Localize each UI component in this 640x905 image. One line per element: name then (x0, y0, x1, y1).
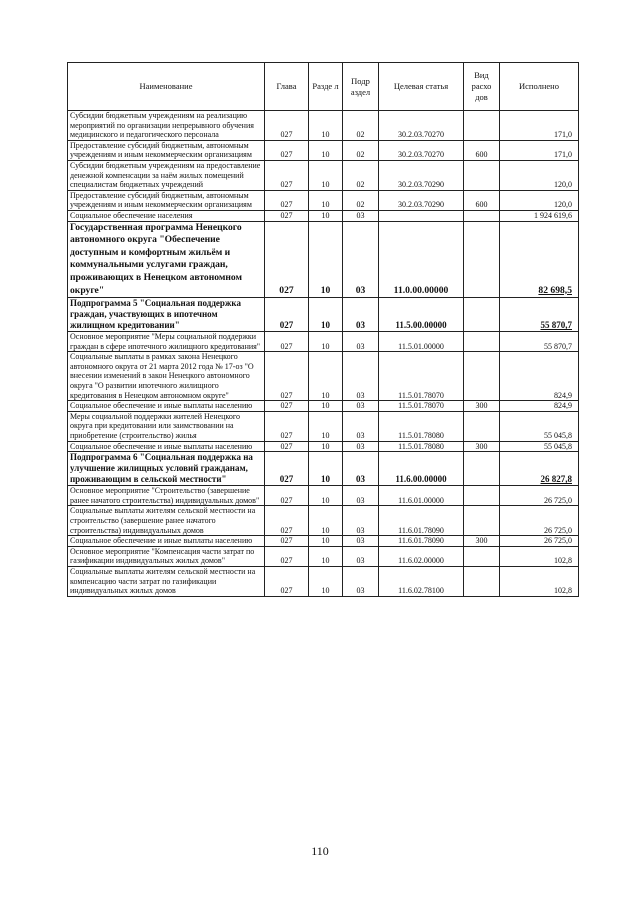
table-row (68, 352, 579, 401)
cell-executed: 120,0 (500, 160, 579, 190)
cell-expense-type: 300 (464, 401, 500, 412)
cell-section: 10 (309, 546, 343, 566)
cell-chapter: 027 (265, 401, 309, 412)
cell-subsection: 02 (343, 160, 379, 190)
cell-chapter: 027 (265, 441, 309, 452)
cell-chapter: 027 (265, 140, 309, 160)
cell-executed: 55 045,8 (500, 411, 579, 441)
cell-chapter: 027 (265, 536, 309, 547)
cell-chapter: 027 (265, 566, 309, 596)
cell-section: 10 (309, 352, 343, 401)
cell-target: 11.5.01.78070 (379, 352, 464, 401)
cell-executed: 82 698,5 (500, 221, 579, 298)
cell-name: Социальное обеспечение населения (68, 210, 265, 221)
table-row (68, 332, 579, 352)
cell-target (379, 210, 464, 221)
cell-name: Подпрограмма 5 "Социальная поддержка граждан, участвующих в ипотечном жилищном кредитовании" (68, 298, 265, 332)
cell-executed: 824,9 (500, 401, 579, 412)
table-row (68, 190, 579, 210)
cell-expense-type (464, 411, 500, 441)
cell-expense-type: 600 (464, 140, 500, 160)
cell-name: Социальное обеспечение и иные выплаты населению (68, 401, 265, 412)
cell-target: 30.2.03.70290 (379, 190, 464, 210)
cell-executed: 55 045,8 (500, 441, 579, 452)
cell-name: Меры социальной поддержки жителей Ненецкого округа при кредитовании или заимствовании на приобретение (строительство) жилья (68, 411, 265, 441)
cell-chapter: 027 (265, 160, 309, 190)
cell-target: 11.5.01.78080 (379, 411, 464, 441)
table-row (68, 506, 579, 536)
cell-executed: 102,8 (500, 546, 579, 566)
cell-name: Основное мероприятие "Компенсация части затрат по газификации индивидуальных жилых домов" (68, 546, 265, 566)
cell-section: 10 (309, 210, 343, 221)
cell-subsection: 03 (343, 546, 379, 566)
header-executed: Исполнено (500, 63, 579, 111)
table-row (68, 452, 579, 486)
table-row (68, 298, 579, 332)
cell-executed: 171,0 (500, 140, 579, 160)
cell-executed: 26 725,0 (500, 486, 579, 506)
cell-subsection: 03 (343, 486, 379, 506)
cell-name: Социальные выплаты жителям сельской местности на компенсацию части затрат по газификации индивидуальных жилых домов (68, 566, 265, 596)
cell-subsection: 03 (343, 298, 379, 332)
cell-executed: 55 870,7 (500, 298, 579, 332)
cell-target: 11.6.02.78100 (379, 566, 464, 596)
cell-target: 11.6.02.00000 (379, 546, 464, 566)
cell-executed: 26 725,0 (500, 506, 579, 536)
cell-chapter: 027 (265, 546, 309, 566)
cell-executed: 824,9 (500, 352, 579, 401)
cell-executed: 26 827,8 (500, 452, 579, 486)
cell-section: 10 (309, 160, 343, 190)
cell-chapter: 027 (265, 210, 309, 221)
header-subsection: Подр аздел (343, 63, 379, 111)
cell-name: Социальные выплаты в рамках закона Ненецкого автономного округа от 21 марта 2012 года № 17-оз "О внесении изменений в закон Ненецкого автономного округа "О развитии ипотечного жилищного кредитования в Ненецком автономном округе" (68, 352, 265, 401)
header-expense-type: Вид расхо дов (464, 63, 500, 111)
cell-executed: 120,0 (500, 190, 579, 210)
cell-target: 11.6.01.00000 (379, 486, 464, 506)
cell-executed: 171,0 (500, 111, 579, 141)
cell-subsection: 03 (343, 566, 379, 596)
cell-section: 10 (309, 566, 343, 596)
cell-subsection: 03 (343, 332, 379, 352)
cell-target: 11.5.00.00000 (379, 298, 464, 332)
cell-expense-type (464, 566, 500, 596)
header-chapter: Глава (265, 63, 309, 111)
cell-name: Социальное обеспечение и иные выплаты населению (68, 441, 265, 452)
cell-section: 10 (309, 332, 343, 352)
cell-section: 10 (309, 506, 343, 536)
cell-section: 10 (309, 298, 343, 332)
cell-section: 10 (309, 441, 343, 452)
cell-name: Социальное обеспечение и иные выплаты населению (68, 536, 265, 547)
cell-subsection: 03 (343, 506, 379, 536)
cell-name: Подпрограмма 6 "Социальная поддержка на улучшение жилищных условий гражданам, проживающим в сельской местности" (68, 452, 265, 486)
header-section: Разде л (309, 63, 343, 111)
cell-subsection: 03 (343, 401, 379, 412)
cell-target: 11.6.00.00000 (379, 452, 464, 486)
cell-chapter: 027 (265, 298, 309, 332)
cell-expense-type (464, 298, 500, 332)
cell-expense-type (464, 111, 500, 141)
budget-table (67, 62, 579, 597)
cell-name: Государственная программа Ненецкого автономного округа "Обеспечение доступным и комфортным жильём и коммунальными услугами граждан, проживающих в Ненецком автономном округе" (68, 221, 265, 298)
header-row (68, 63, 579, 111)
table-row (68, 566, 579, 596)
cell-chapter: 027 (265, 190, 309, 210)
table-row (68, 441, 579, 452)
cell-chapter: 027 (265, 506, 309, 536)
cell-name: Основное мероприятие "Строительство (завершение ранее начатого строительства) индивидуальных домов" (68, 486, 265, 506)
table-row (68, 111, 579, 141)
cell-section: 10 (309, 401, 343, 412)
table-row (68, 140, 579, 160)
cell-subsection: 02 (343, 190, 379, 210)
table-row (68, 411, 579, 441)
cell-target: 11.6.01.78090 (379, 506, 464, 536)
cell-subsection: 03 (343, 411, 379, 441)
cell-subsection: 03 (343, 452, 379, 486)
cell-chapter: 027 (265, 111, 309, 141)
cell-expense-type (464, 160, 500, 190)
cell-section: 10 (309, 452, 343, 486)
cell-subsection: 03 (343, 441, 379, 452)
cell-target: 11.5.01.78070 (379, 401, 464, 412)
cell-target: 30.2.03.70270 (379, 140, 464, 160)
cell-section: 10 (309, 221, 343, 298)
table-row (68, 221, 579, 298)
table-row (68, 546, 579, 566)
cell-name: Субсидии бюджетным учреждениям на предоставление денежной компенсации за наём жилых помещений специалистам бюджетных учреждений (68, 160, 265, 190)
cell-name: Предоставление субсидий бюджетным, автономным учреждениям и иным некоммерческим организациям (68, 140, 265, 160)
cell-subsection: 03 (343, 536, 379, 547)
cell-chapter: 027 (265, 221, 309, 298)
cell-subsection: 02 (343, 111, 379, 141)
cell-name: Предоставление субсидий бюджетным, автономным учреждениям и иным некоммерческим организациям (68, 190, 265, 210)
cell-target: 11.6.01.78090 (379, 536, 464, 547)
table-row (68, 536, 579, 547)
cell-expense-type (464, 506, 500, 536)
header-name: Наименование (68, 63, 265, 111)
cell-target: 11.5.01.00000 (379, 332, 464, 352)
cell-expense-type (464, 332, 500, 352)
table-row (68, 486, 579, 506)
table-row (68, 210, 579, 221)
cell-executed: 1 924 619,6 (500, 210, 579, 221)
cell-expense-type: 300 (464, 536, 500, 547)
cell-section: 10 (309, 140, 343, 160)
cell-subsection: 03 (343, 221, 379, 298)
cell-expense-type (464, 546, 500, 566)
table-row (68, 401, 579, 412)
cell-target: 30.2.03.70270 (379, 111, 464, 141)
cell-expense-type (464, 221, 500, 298)
table-body (68, 111, 579, 597)
cell-expense-type: 300 (464, 441, 500, 452)
cell-expense-type (464, 486, 500, 506)
cell-chapter: 027 (265, 486, 309, 506)
cell-section: 10 (309, 536, 343, 547)
cell-target: 11.5.01.78080 (379, 441, 464, 452)
cell-expense-type: 600 (464, 190, 500, 210)
cell-section: 10 (309, 486, 343, 506)
cell-chapter: 027 (265, 452, 309, 486)
cell-chapter: 027 (265, 411, 309, 441)
cell-subsection: 03 (343, 352, 379, 401)
cell-chapter: 027 (265, 332, 309, 352)
table-header (68, 63, 579, 111)
cell-subsection: 02 (343, 140, 379, 160)
cell-chapter: 027 (265, 352, 309, 401)
page-number: 110 (311, 844, 329, 858)
cell-section: 10 (309, 111, 343, 141)
cell-section: 10 (309, 190, 343, 210)
cell-expense-type (464, 210, 500, 221)
table-row (68, 160, 579, 190)
cell-name: Основное мероприятие "Меры социальной поддержки граждан в сфере ипотечного жилищного кредитования" (68, 332, 265, 352)
cell-expense-type (464, 452, 500, 486)
cell-executed: 55 870,7 (500, 332, 579, 352)
cell-executed: 102,8 (500, 566, 579, 596)
cell-target: 30.2.03.70290 (379, 160, 464, 190)
cell-subsection: 03 (343, 210, 379, 221)
cell-name: Субсидии бюджетным учреждениям на реализацию мероприятий по организации непрерывного обучения медицинского и педагогического персонала (68, 111, 265, 141)
cell-expense-type (464, 352, 500, 401)
cell-section: 10 (309, 411, 343, 441)
cell-target: 11.0.00.00000 (379, 221, 464, 298)
cell-executed: 26 725,0 (500, 536, 579, 547)
cell-name: Социальные выплаты жителям сельской местности на строительство (завершение ранее начатого строительства) индивидуальных домов (68, 506, 265, 536)
header-target: Целевая статья (379, 63, 464, 111)
